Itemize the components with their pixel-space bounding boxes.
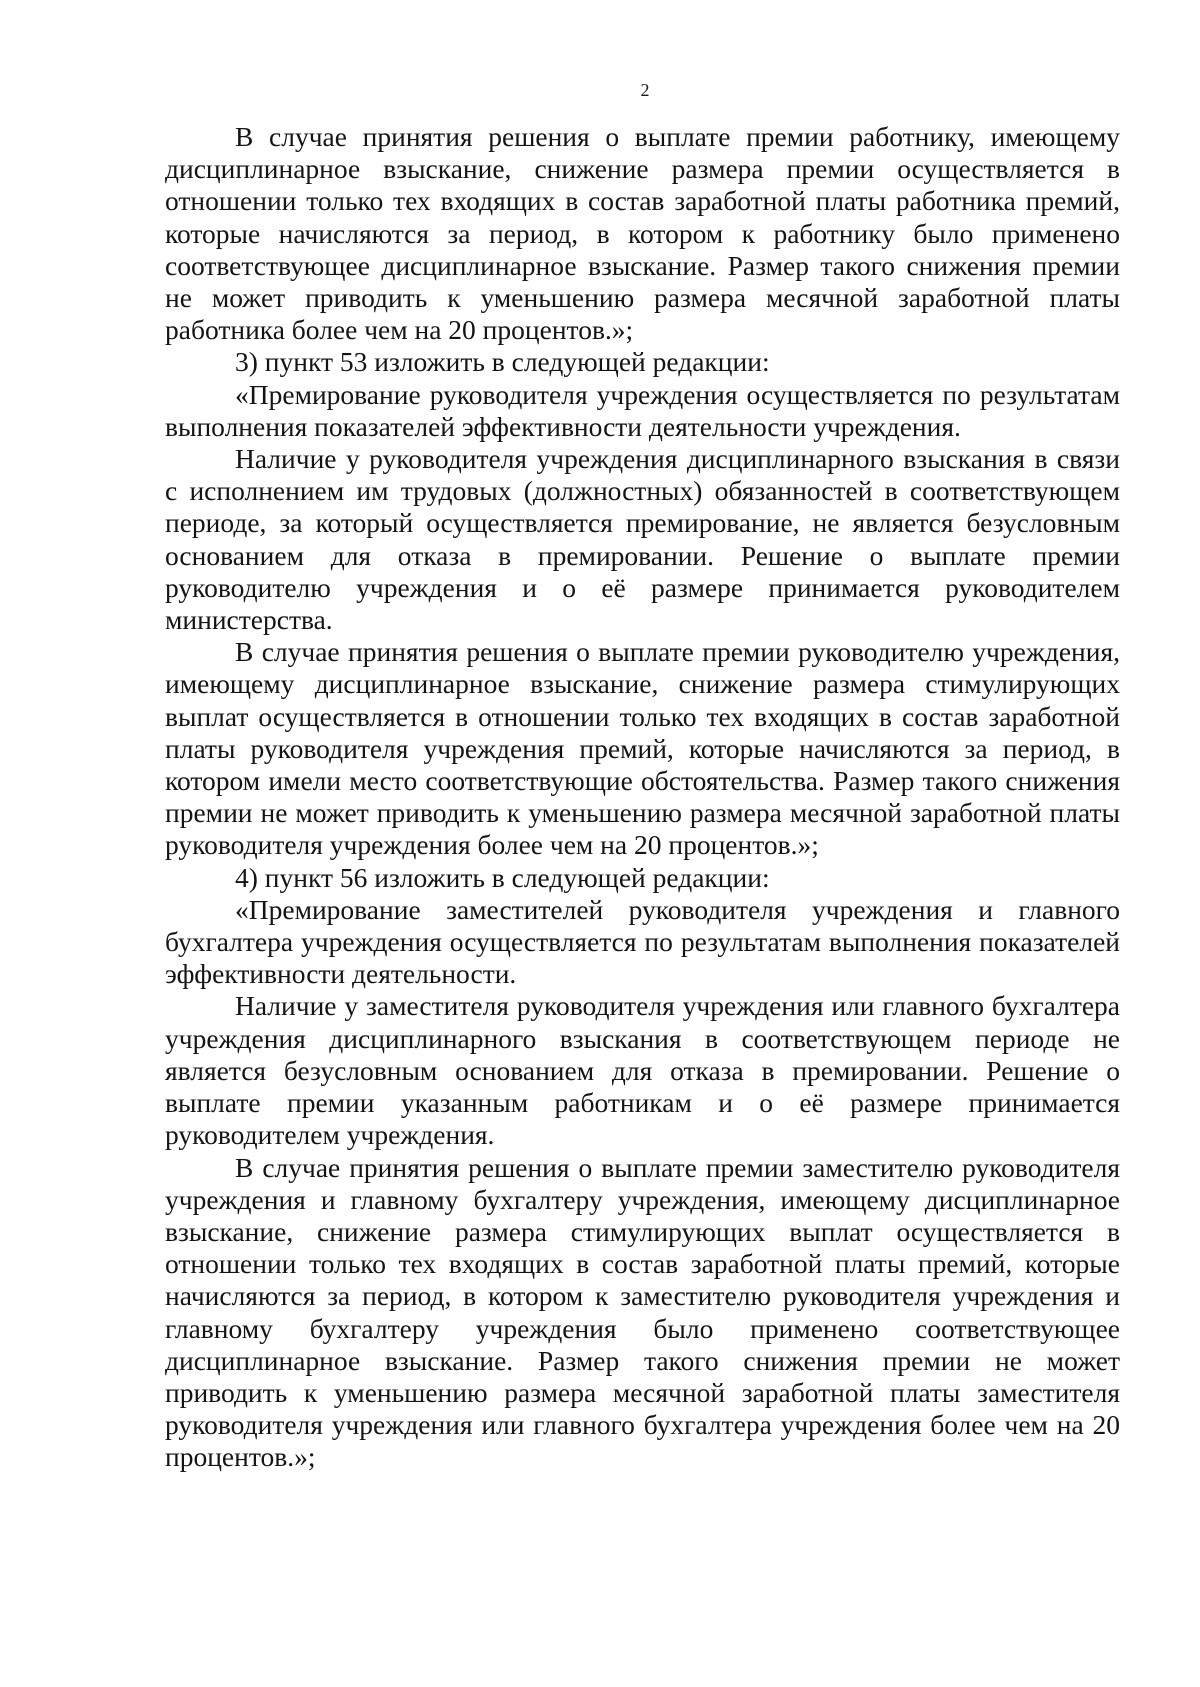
paragraph-item-56-heading: 4) пункт 56 изложить в следующей редакции: [235, 861, 770, 893]
paragraph-bonus-reduction-head: В случае принятия решения о выплате премии руководителю учреждения, имеющему дисциплинарное взыскание, снижение размера стимулирующих выплат осуществляется в отношении только тех входящих в состав заработной платы руководителя учреждения премий, которые начисляются за период, в котором имели место соответствующие обстоятельства. Размер такого снижения премии не может приводить к уменьшению размера месячной заработной платы руководителя учреждения более чем на 20 процентов.»; [165, 636, 1120, 861]
paragraph-deputies-disciplinary: Наличие у заместителя руководителя учреждения или главного бухгалтера учреждения дисциплинарного взыскания в соответствующем периоде не является безусловным основанием для отказа в премировании. Решение о выплате премии указанным работникам и о её размере принимается руководителем учреждения. [165, 990, 1120, 1151]
paragraph-deputies-bonus: «Премирование заместителей руководителя учреждения и главного бухгалтера учреждения осуществляется по результатам выполнения показателей эффективности деятельности. [165, 893, 1120, 990]
document-body [165, 121, 1120, 1474]
paragraph-bonus-reduction-employee: В случае принятия решения о выплате премии работнику, имеющему дисциплинарное взыскание, снижение размера премии осуществляется в отношении только тех входящих в состав заработной платы работника премий, которые начисляются за период, в котором к работнику было применено соответствующее дисциплинарное взыскание. Размер такого снижения премии не может приводить к уменьшению размера месячной заработной платы работника более чем на 20 процентов.»; [165, 121, 1120, 346]
page-number: 2 [640, 80, 650, 100]
paragraph-bonus-reduction-deputies: В случае принятия решения о выплате премии заместителю руководителя учреждения и главному бухгалтеру учреждения, имеющему дисциплинарное взыскание, снижение размера стимулирующих выплат осуществляется в отношении только тех входящих в состав заработной платы премий, которые начисляются за период, в котором к заместителю руководителя учреждения и главному бухгалтеру учреждения было применено соответствующее дисциплинарное взыскание. Размер такого снижения премии не может приводить к уменьшению размера месячной заработной платы заместителя руководителя учреждения или главного бухгалтера учреждения более чем на 20 процентов.»; [165, 1151, 1120, 1473]
paragraph-item-53-heading: 3) пункт 53 изложить в следующей редакции: [235, 346, 770, 378]
paragraph-head-disciplinary: Наличие у руководителя учреждения дисциплинарного взыскания в связи с исполнением им трудовых (должностных) обязанностей в соответствующем периоде, за который осуществляется премирование, не является безусловным основанием для отказа в премировании. Решение о выплате премии руководителю учреждения и о её размере принимается руководителем министерства. [165, 443, 1120, 636]
paragraph-head-bonus: «Премирование руководителя учреждения осуществляется по результатам выполнения показателей эффективности деятельности учреждения. [165, 378, 1120, 442]
